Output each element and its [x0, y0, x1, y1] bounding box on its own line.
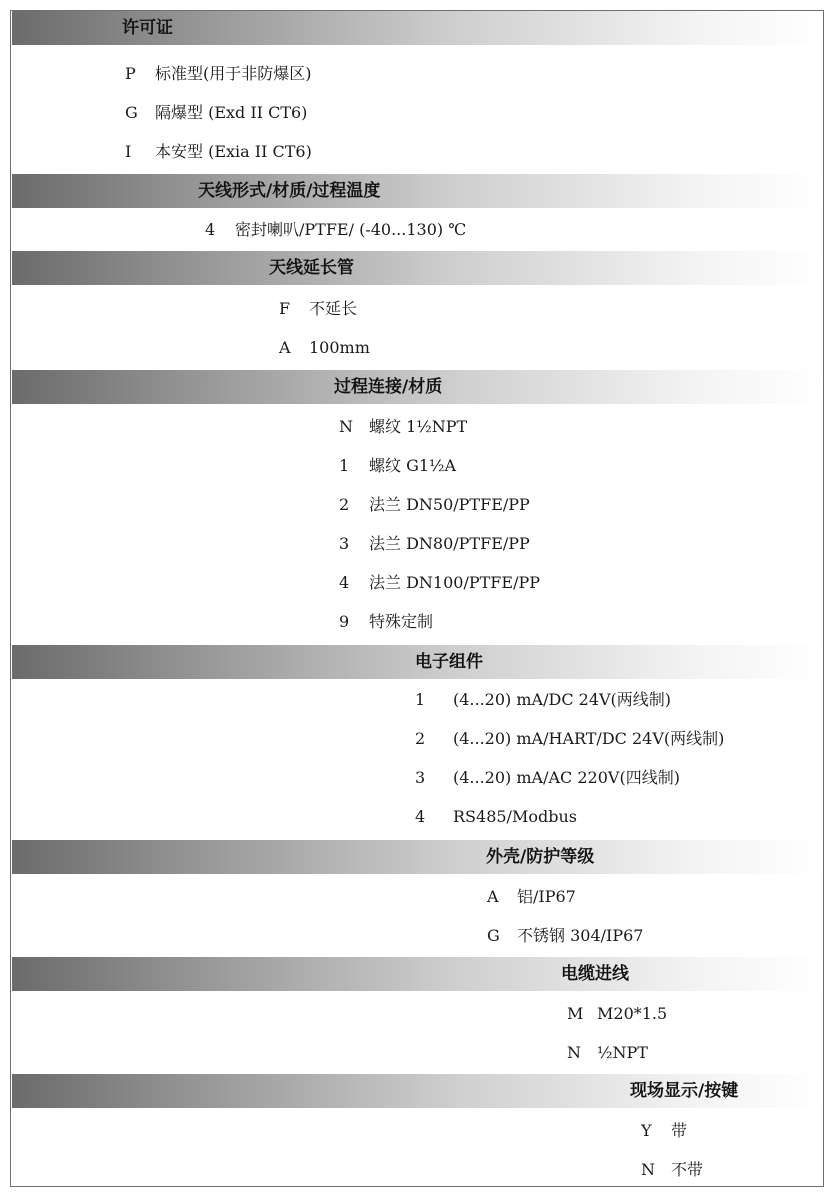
option-code: Y — [641, 1121, 652, 1140]
section-title: 电子组件 — [415, 652, 483, 672]
option-text: 标准型(用于非防爆区) — [155, 64, 312, 83]
option-text: M20*1.5 — [597, 1004, 668, 1023]
option-row — [339, 563, 540, 602]
option-text: (4...20) mA/HART/DC 24V(两线制) — [453, 729, 725, 748]
selection-table — [10, 10, 824, 1187]
option-code: A — [487, 887, 499, 906]
option-row — [205, 210, 466, 249]
option-code: 3 — [415, 768, 426, 787]
section-header-electronics — [12, 645, 822, 679]
option-text: 带 — [671, 1121, 688, 1140]
option-text: 密封喇叭/PTFE/ (-40...130) ℃ — [235, 220, 467, 239]
option-text: 100mm — [309, 338, 370, 357]
option-row — [279, 328, 370, 367]
option-text: 螺纹 G1½A — [369, 456, 457, 475]
option-row — [339, 524, 530, 563]
option-text: 法兰 DN50/PTFE/PP — [369, 495, 530, 514]
option-code: 2 — [339, 495, 350, 514]
option-code: F — [279, 299, 291, 318]
option-text: 不延长 — [309, 299, 358, 318]
section-header-housing — [12, 840, 822, 874]
option-text: 特殊定制 — [369, 612, 434, 631]
option-text: 法兰 DN100/PTFE/PP — [369, 573, 540, 592]
section-header-process-connection — [12, 370, 822, 404]
option-row — [487, 916, 643, 955]
option-text: 螺纹 1½NPT — [369, 417, 468, 436]
option-text: (4...20) mA/AC 220V(四线制) — [453, 768, 680, 787]
option-row — [125, 54, 312, 93]
section-title: 过程连接/材质 — [334, 377, 443, 397]
option-row — [339, 602, 433, 641]
option-row — [339, 407, 467, 446]
option-code: G — [487, 926, 500, 945]
option-code: N — [339, 417, 353, 436]
section-title: 现场显示/按键 — [630, 1081, 739, 1101]
option-code: N — [567, 1043, 581, 1062]
option-text: 铝/IP67 — [517, 887, 576, 906]
section-title: 天线形式/材质/过程温度 — [198, 181, 381, 201]
option-row — [641, 1111, 687, 1150]
option-code: G — [125, 103, 138, 122]
option-code: 1 — [415, 690, 426, 709]
section-header-antenna-type — [12, 174, 822, 208]
section-header-antenna-extension — [12, 251, 822, 285]
option-row — [279, 289, 357, 328]
option-row — [567, 994, 667, 1033]
option-text: RS485/Modbus — [453, 807, 577, 826]
option-row — [567, 1033, 648, 1072]
section-header-license — [12, 11, 822, 45]
option-code: 4 — [205, 220, 216, 239]
option-code: 3 — [339, 534, 350, 553]
option-text: 隔爆型 (Exd II CT6) — [155, 103, 308, 122]
section-title: 电缆进线 — [561, 964, 629, 984]
option-row — [339, 446, 456, 485]
section-title: 天线延长管 — [269, 258, 354, 278]
section-header-display-keys — [12, 1074, 822, 1108]
option-code: N — [641, 1160, 655, 1179]
option-row — [125, 132, 312, 171]
option-code: 4 — [339, 573, 350, 592]
option-row — [339, 485, 530, 524]
option-code: I — [125, 142, 132, 161]
option-row — [415, 719, 724, 758]
option-code: 4 — [415, 807, 426, 826]
option-text: 不带 — [671, 1160, 704, 1179]
option-code: M — [567, 1004, 584, 1023]
option-text: 不锈钢 304/IP67 — [517, 926, 644, 945]
section-title: 外壳/防护等级 — [486, 847, 595, 867]
option-row — [125, 93, 307, 132]
option-row — [415, 680, 671, 719]
option-code: 9 — [339, 612, 350, 631]
option-row — [487, 877, 576, 916]
option-code: P — [125, 64, 136, 83]
option-code: A — [279, 338, 291, 357]
section-header-cable-entry — [12, 957, 822, 991]
option-row — [641, 1150, 703, 1189]
option-text: (4...20) mA/DC 24V(两线制) — [453, 690, 672, 709]
option-code: 1 — [339, 456, 350, 475]
section-title: 许可证 — [122, 18, 173, 38]
option-text: ½NPT — [597, 1043, 648, 1062]
option-row — [415, 758, 680, 797]
option-code: 2 — [415, 729, 426, 748]
option-text: 本安型 (Exia II CT6) — [155, 142, 312, 161]
option-text: 法兰 DN80/PTFE/PP — [369, 534, 530, 553]
option-row — [415, 797, 577, 836]
